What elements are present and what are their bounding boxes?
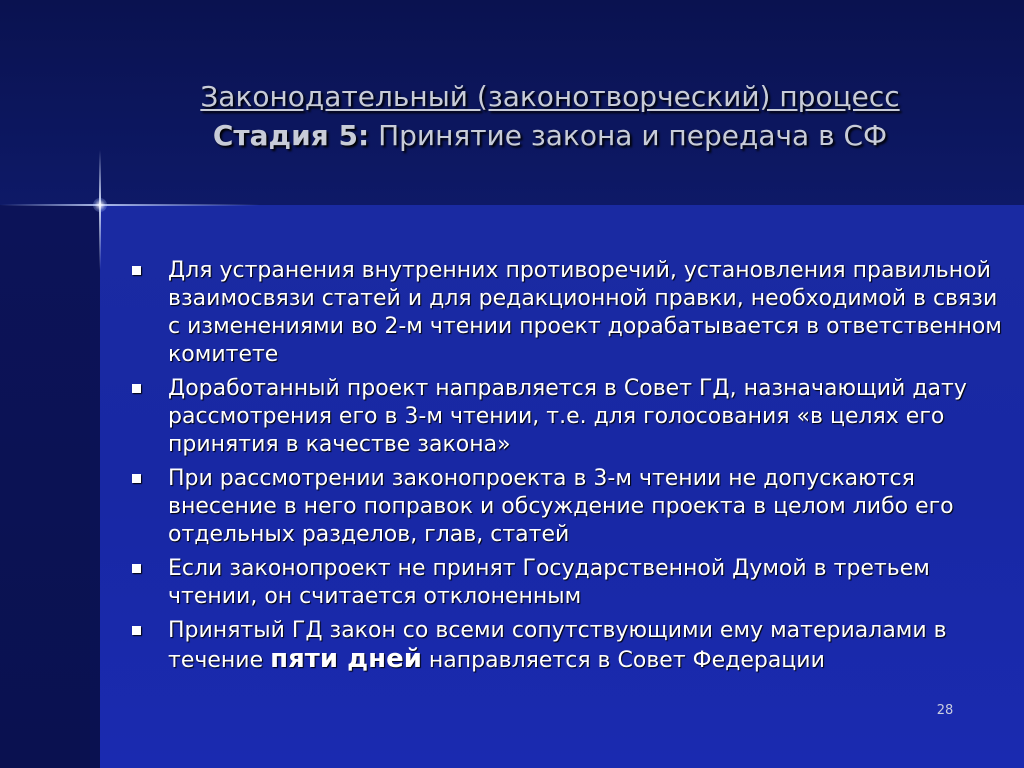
bullet-item: [130, 555, 1010, 611]
stage-label: Стадия 5:: [212, 119, 370, 152]
left-band-decoration: [0, 205, 100, 768]
bullet-text: Если законопроект не принят Государственной Думой в третьем чтении, он считается отклоненным: [168, 556, 930, 609]
bullet-item: [130, 465, 1010, 549]
bullet-list: [130, 257, 1010, 681]
sparkle-horizontal-ray: [0, 204, 260, 206]
square-bullet-icon: [132, 384, 141, 393]
title-stage: [100, 116, 1000, 156]
page-number: 28: [936, 703, 954, 718]
bullet-text-before: Принятый ГД закон со всеми сопутствующими ему материалами в течение: [168, 618, 947, 673]
square-bullet-icon: [132, 266, 141, 275]
bullet-item: [130, 617, 1010, 675]
square-bullet-icon: [132, 626, 141, 635]
bullet-item: [130, 375, 1010, 459]
square-bullet-icon: [132, 474, 141, 483]
stage-text: Принятие закона и передача в СФ: [378, 119, 888, 152]
sparkle-star-icon: [93, 198, 107, 212]
title-main: Законодательный (законотворческий) процесс: [200, 80, 900, 113]
bullet-text: При рассмотрении законопроекта в 3-м чтении не допускаются внесение в него поправок и обсуждение проекта в целом либо его отдельных разделов, глав, статей: [168, 466, 954, 547]
square-bullet-icon: [132, 564, 141, 573]
bullet-text-after: направляется в Совет Федерации: [428, 648, 825, 673]
bullet-text: Доработанный проект направляется в Совет ГД, назначающий дату рассмотрения его в 3-м чтении, т.е. для голосования «в целях его принятия в качестве закона»: [168, 376, 967, 457]
bullet-text: Для устранения внутренних противоречий, установления правильной взаимосвязи статей и для редакционной правки, необходимой в связи с изменениями во 2-м чтении проект дорабатывается в ответственном комитете: [168, 258, 1002, 367]
slide-title: [100, 78, 1000, 156]
bullet-item: [130, 257, 1010, 369]
bullet-emphasis: пяти дней: [270, 644, 422, 674]
